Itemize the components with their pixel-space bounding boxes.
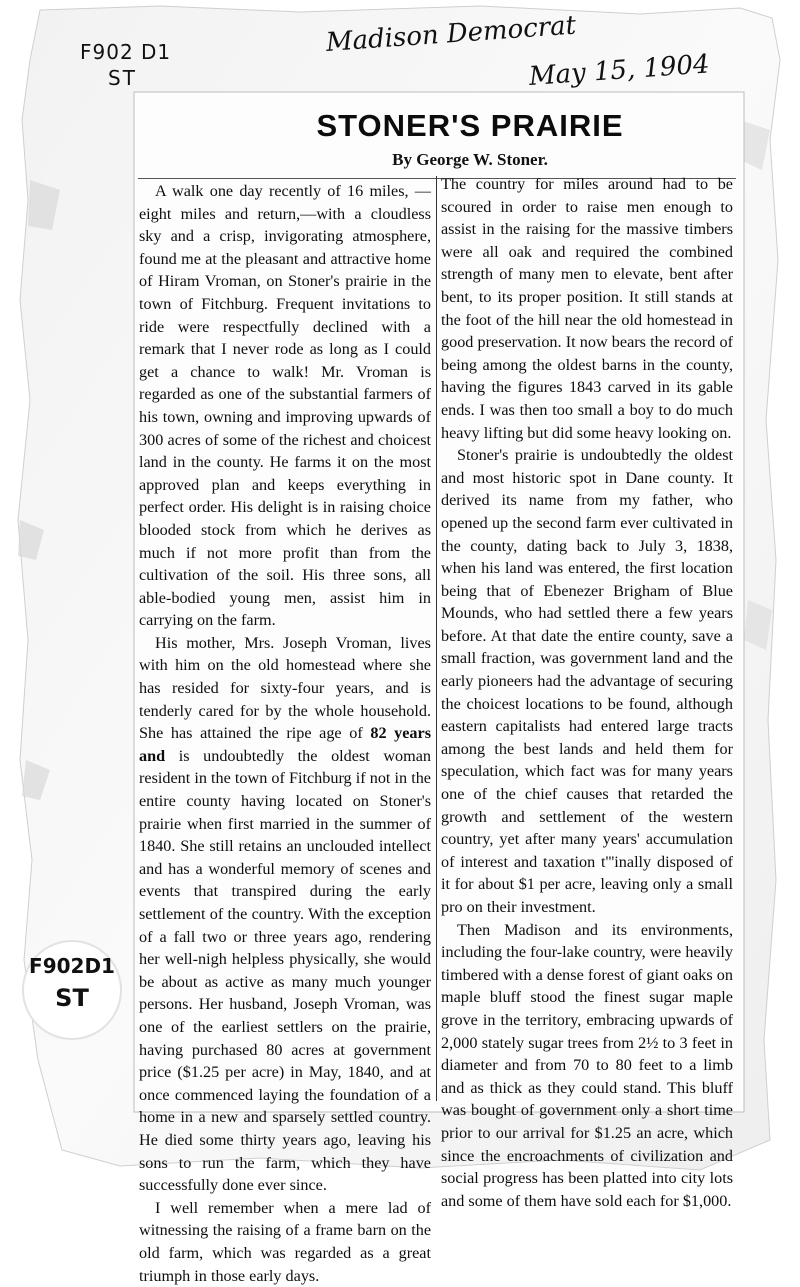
mother-text-end: is undoubtedly the oldest woman resident in the town of Fitchburg if not in the entire county having located on Stoner's prairie when first married in the summer of 1840. She still retains an unclouded intellect and has a wonderful memory of scenes and events that transpired during the early settlement of the country. With the exception of a fall two or three years ago, rendering her well-nigh helpless physically, she would be about as active as many much younger persons. Her husband, Joseph Vroman, was one of the earliest settlers on the prairie, having purchased 80 acres at government price ($1.25 per acre) in May, 1840, and at once commenced laying the foundation of a home in a new and sparsely settled country. He died some thirty years ago, leaving his sons to run the farm, which they have successfully done ever since. — [139, 746, 432, 1195]
paragraph-madison: Then Madison and its environments, including the four-lake country, were heavily timbered with a dense forest of giant oaks on maple bluff stood the finest sugar maple grove in the territory, embracing upwards of 2,000 stately sugar trees from 2½ to 3 feet in diameter and from 70 to 80 feet to a limb and as thick as they could stand. This bluff was bought of government only a short time prior to our arrival for $1.25 an acre, which since the encroachments of civilization and social progress has been platted into city lots and some of them have sold each for $1,000. — [441, 920, 733, 1210]
date-handwritten: May 15, 1904 — [528, 49, 711, 92]
paragraph-barn-raising: I well remember when a mere lad of witnessing the raising of a frame barn on the old farm, which was regarded as a great triumph in those early days. — [139, 1198, 431, 1285]
column-divider — [436, 176, 437, 1101]
article-byline: By George W. Stoner. — [392, 150, 548, 169]
catalog-code-handwritten: F902 D1 — [80, 40, 172, 64]
article-column-left — [139, 180, 431, 1287]
paragraph-history: Stoner's prairie is undoubtedly the oldest and most historic spot in Dane county. It derived its name from my father, who opened up the second farm ever cultivated in the county, dating back to July 3, 1838, when his land was entered, the first location being that of Ebenezer Brigham of Blue Mounds, who had settled there a few years before. At that date the entire county, save a small fraction, was government land and the early pioneers had the advantage of securing the choicest locations to be found, although eastern capitalists had entered large tracts among the best lands and held them for speculation, which fact was for many years one of the chief causes that retarded the growth and settlement of the western country, yet after many years' accumulation of interest and taxation t'''inally disposed of it for about $1 per acre, leaving only a small pro on their investment. — [441, 446, 733, 916]
article-column-right — [441, 173, 733, 1212]
paragraph-mother — [139, 632, 431, 1197]
article-headline: STONER'S PRAIRIE — [316, 108, 624, 143]
stamp-code: F902D1 — [29, 954, 115, 978]
stamp-suffix: ST — [55, 984, 89, 1012]
catalog-stamp — [22, 940, 122, 1040]
mother-text-start: His mother, Mrs. Joseph Vroman, lives with him on the old homestead where she has resided for sixty-four years, and is tenderly cared for by the whole household. She has attained the ripe age of — [139, 633, 431, 743]
age-highlight: 82 years and — [139, 724, 432, 765]
newspaper-name-handwritten: Madison Democrat — [325, 10, 578, 58]
catalog-suffix-handwritten: ST — [108, 66, 137, 90]
paragraph-barn-continued: The country for miles around had to be scoured in order to raise men enough to assist in the raising for the massive timbers were all oak and required the combined strength of many men to elevate, bent after bent, to its proper position. It still stands at the foot of the hill near the old homestead in good preservation. It now bears the record of being among the oldest barns in the county, having the figures 1843 carved in its gable ends. I was then too small a boy to do much heavy lifting but did some heavy looking on. — [441, 175, 733, 442]
paragraph-walk: A walk one day recently of 16 miles, —eight miles and return,—with a cloudless sky and a crisp, invigorating atmosphere, found me at the pleasant and attractive home of Hiram Vroman, on Stoner's prairie in the town of Fitchburg. Frequent invitations to ride were respectfully declined with a remark that I never rode as long as I could get a chance to walk! Mr. Vroman is regarded as one of the substantial farmers of his town, owning and improving upwards of 300 acres of some of the richest and choicest land in the county. He farms it on the most approved plan and keeps everything in perfect order. His delight is in raising choice blooded stock from which he derives as much if not more profit than from the cultivation of the soil. His three sons, all able-bodied young men, assist him in carrying on the farm. — [139, 182, 431, 630]
